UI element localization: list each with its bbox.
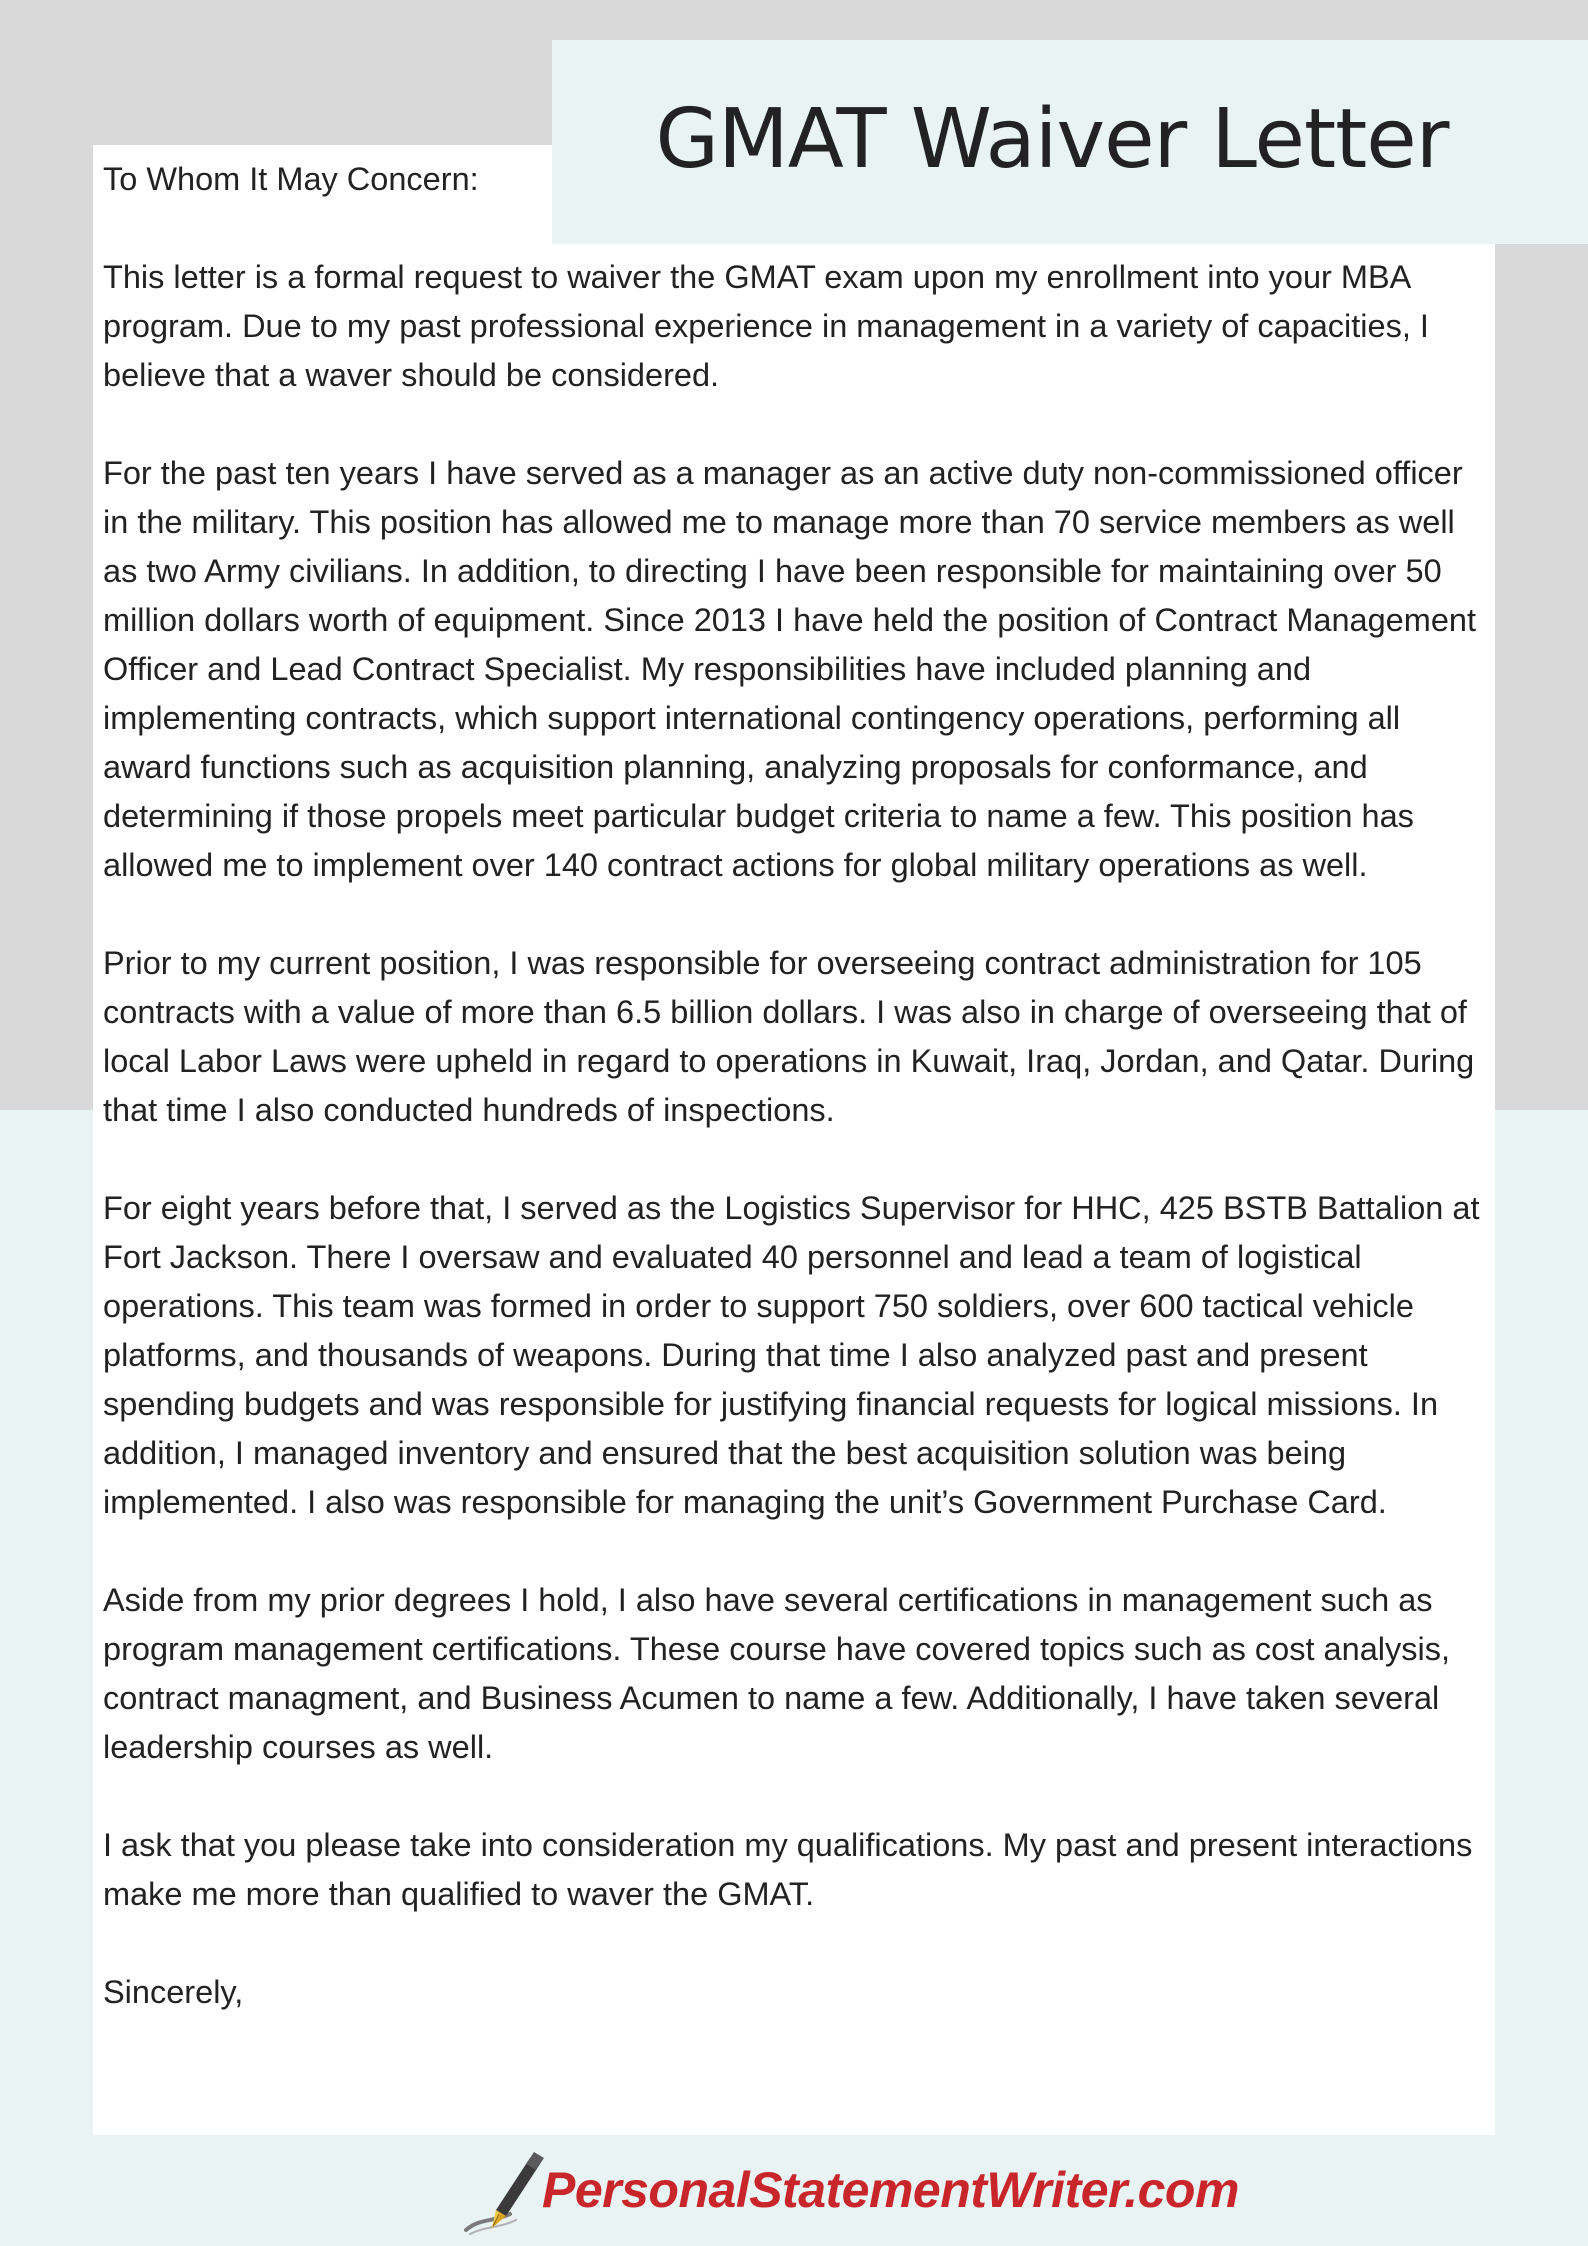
letter-paragraph: For the past ten years I have served as a manager as an active duty non-commissioned officer in the military. This position has allowed me to manage more than 70 service members as well as two Army civilians. In addition, to directing I have been responsible for maintaining over 50 million dollars worth of equipment. Since 2013 I have held the position of Contract Management Officer and Lead Contract Specialist. My responsibilities have included planning and implementing contracts, which support international contingency operations, performing all award functions such as acquisition planning, analyzing proposals for conformance, and determining if those propels meet particular budget criteria to name a few. This position has allowed me to implement over 140 contract actions for global military operations as well. bbox=[103, 455, 1477, 883]
footer-brand bbox=[460, 2148, 1239, 2238]
letter-paragraph: Prior to my current position, I was responsible for overseeing contract administration for 105 contracts with a value of more than 6.5 billion dollars. I was also in charge of overseeing that of local Labor Laws were upheld in regard to operations in Kuwait, Iraq, Jordan, and Qatar. During that time I also conducted hundreds of inspections. bbox=[103, 945, 1475, 1128]
letter-body bbox=[103, 155, 1488, 2017]
pen-nib-icon bbox=[460, 2148, 550, 2238]
letter-paragraph: I ask that you please take into consideration my qualifications. My past and present interactions make me more than qualified to waver the GMAT. bbox=[103, 1827, 1473, 1912]
brand-text: PersonalStatementWriter.com bbox=[542, 2162, 1239, 2218]
letter-paragraph: This letter is a formal request to waiver the GMAT exam upon my enrollment into your MBA program. Due to my past professional experience in management in a variety of capacities, I believe that a waver should be considered. bbox=[103, 259, 1429, 393]
letter-salutation: To Whom It May Concern: bbox=[103, 161, 479, 197]
letter-paragraph: Aside from my prior degrees I hold, I also have several certifications in management such as program management certifications. These course have covered topics such as cost analysis, contract managment, and Business Acumen to name a few. Additionally, I have taken several leadership courses as well. bbox=[103, 1582, 1451, 1765]
page-title: GMAT Waiver Letter bbox=[655, 92, 1449, 187]
letter-paragraph: For eight years before that, I served as the Logistics Supervisor for HHC, 425 BSTB Battalion at Fort Jackson. There I oversaw and evaluated 40 personnel and lead a team of logistical operations. This team was formed in order to support 750 soldiers, over 600 tactical vehicle platforms, and thousands of weapons. During that time I also analyzed past and present spending budgets and was responsible for justifying financial requests for logical missions. In addition, I managed inventory and ensured that the best acquisition solution was being implemented. I also was responsible for managing the unit’s Government Purchase Card. bbox=[103, 1190, 1480, 1520]
letter-closing: Sincerely, bbox=[103, 1974, 244, 2010]
